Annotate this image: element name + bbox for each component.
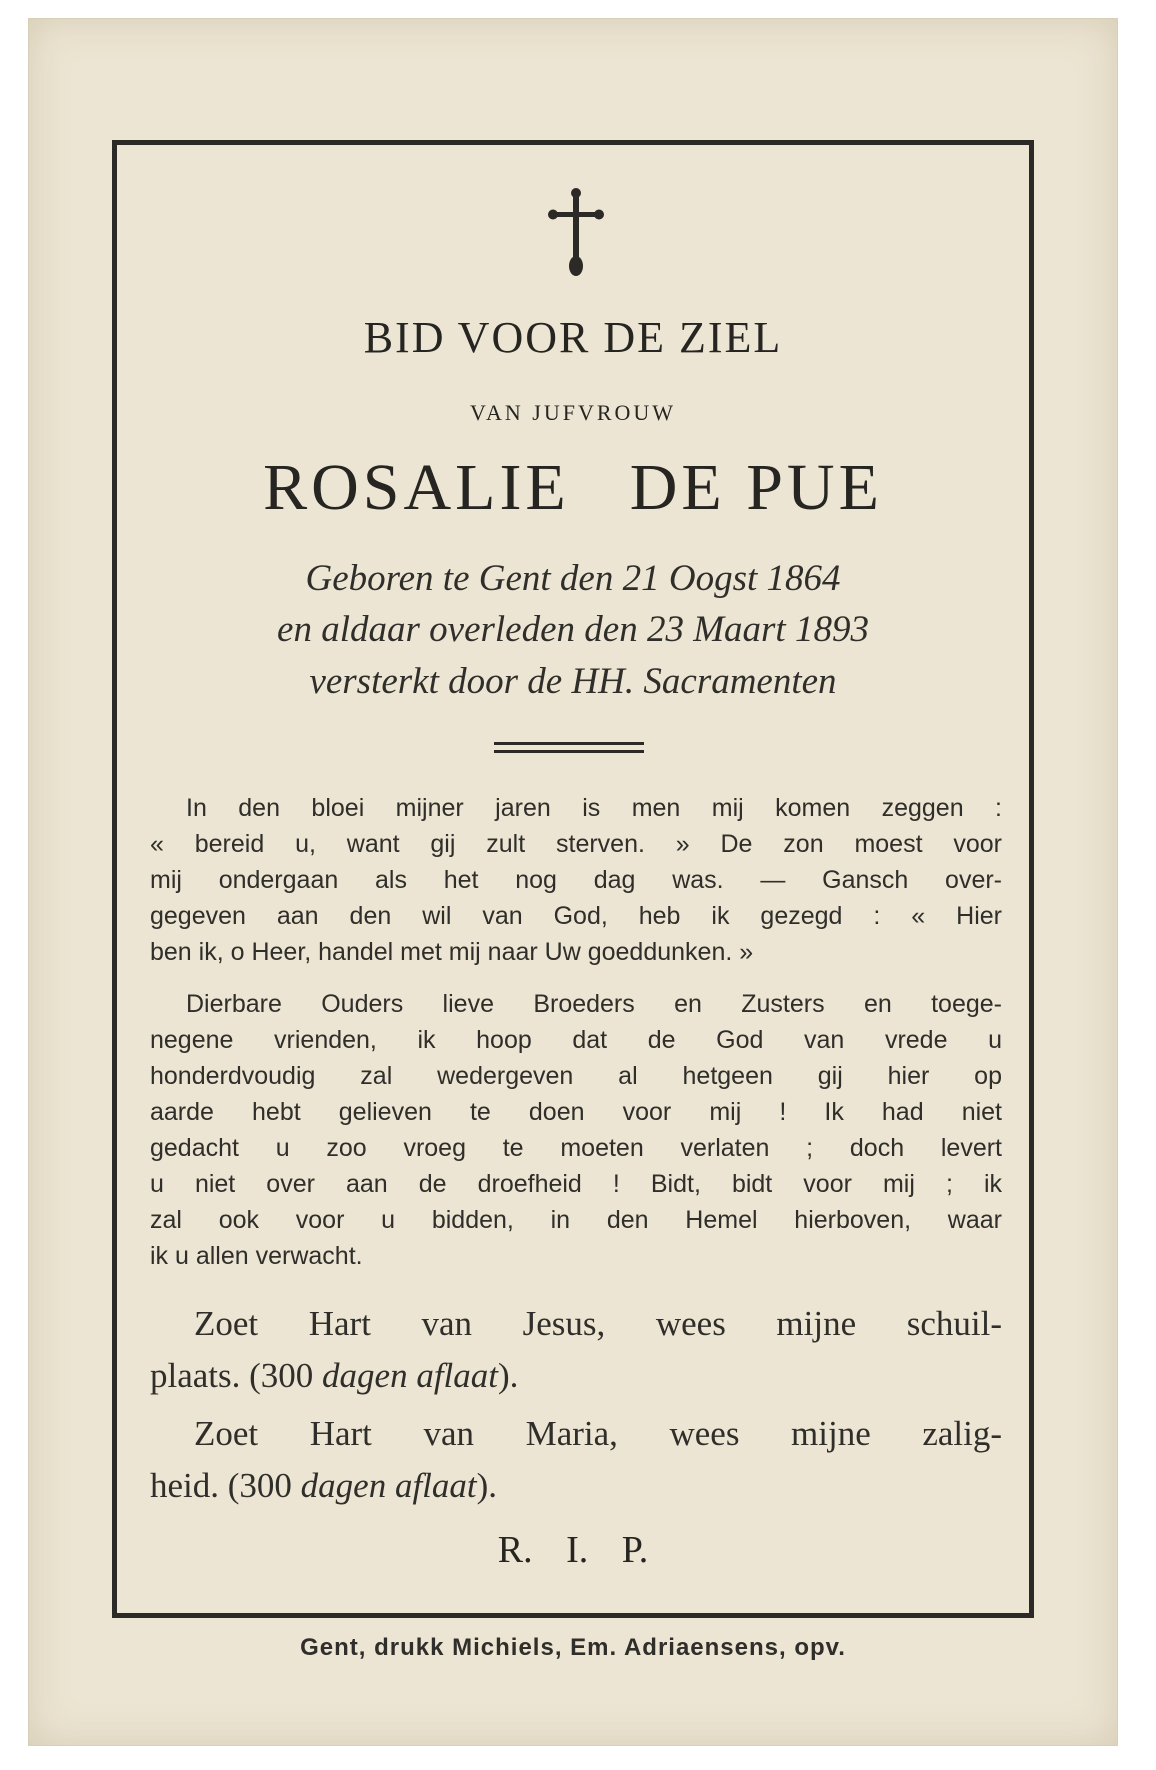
card-subhead: VAN JUFVROUW xyxy=(469,400,677,425)
prayer-text: ). xyxy=(498,1356,519,1395)
prayer-line: Zoet Hart van Maria, wees mijne zalig- xyxy=(194,1414,1002,1453)
text-line: aarde hebt gelieven te doen voor mij ! Ik had niet xyxy=(150,1098,1002,1126)
name-first: ROSALIE xyxy=(263,451,570,524)
text-line: u niet over aan de droefheid ! Bidt, bidt voor mij ; ik xyxy=(150,1170,1002,1198)
indulgence-text: dagen aflaat xyxy=(300,1466,477,1505)
indulgence-text: dagen aflaat xyxy=(322,1356,499,1395)
prayer-heart-of-mary xyxy=(150,1408,1002,1512)
prayer-text: plaats. (300 xyxy=(150,1356,323,1395)
text-line: mij ondergaan als het nog dag was. — Gansch over- xyxy=(150,866,1002,894)
ornament-rule xyxy=(494,742,644,745)
text-line: ben ik, o Heer, handel met mij naar Uw goeddunken. » xyxy=(150,938,754,966)
text-line: negene vrienden, ik hoop dat de God van vrede u xyxy=(150,1026,1002,1054)
text-line: gegeven aan den wil van God, heb ik gezegd : « Hier xyxy=(150,902,1002,930)
rip-text: R. I. P. xyxy=(497,1529,649,1571)
death-line: en aldaar overleden den 23 Maart 1893 xyxy=(277,609,869,650)
cross-icon xyxy=(546,184,606,284)
text-line: In den bloei mijner jaren is men mij komen zeggen : xyxy=(186,794,1002,822)
paragraph-address xyxy=(150,986,1002,1274)
prayer-line: Zoet Hart van Jesus, wees mijne schuil- xyxy=(194,1304,1002,1343)
text-line: zal ook voor u bidden, in den Hemel hierboven, waar xyxy=(150,1206,1002,1234)
deceased-name xyxy=(112,450,1034,526)
text-line: gedacht u zoo vroeg te moeten verlaten ; doch levert xyxy=(150,1134,1002,1162)
prayer-line xyxy=(150,1460,1002,1512)
name-last: DE PUE xyxy=(629,451,883,524)
text-line: Dierbare Ouders lieve Broeders en Zusters en toege- xyxy=(186,990,1002,1018)
text-line: ik u allen verwacht. xyxy=(150,1242,363,1270)
prayer-text: ). xyxy=(476,1466,498,1505)
birth-line: Geboren te Gent den 21 Oogst 1864 xyxy=(305,558,841,599)
text-line: honderdvoudig zal wedergeven al hetgeen gij hier op xyxy=(150,1062,1002,1090)
prayer-sacred-heart-jesus xyxy=(150,1298,1002,1402)
sacraments-line: versterkt door de HH. Sacramenten xyxy=(309,661,837,702)
prayer-text: heid. (300 xyxy=(150,1466,301,1505)
ornament-rule xyxy=(494,750,644,753)
paragraph-farewell xyxy=(150,790,1002,970)
prayer-line xyxy=(150,1350,1002,1402)
printer-imprint: Gent, drukk Michiels, Em. Adriaensens, opv. xyxy=(300,1634,846,1661)
text-line: « bereid u, want gij zult sterven. » De zon moest voor xyxy=(150,830,1002,858)
card-headline: BID VOOR DE ZIEL xyxy=(363,313,783,362)
